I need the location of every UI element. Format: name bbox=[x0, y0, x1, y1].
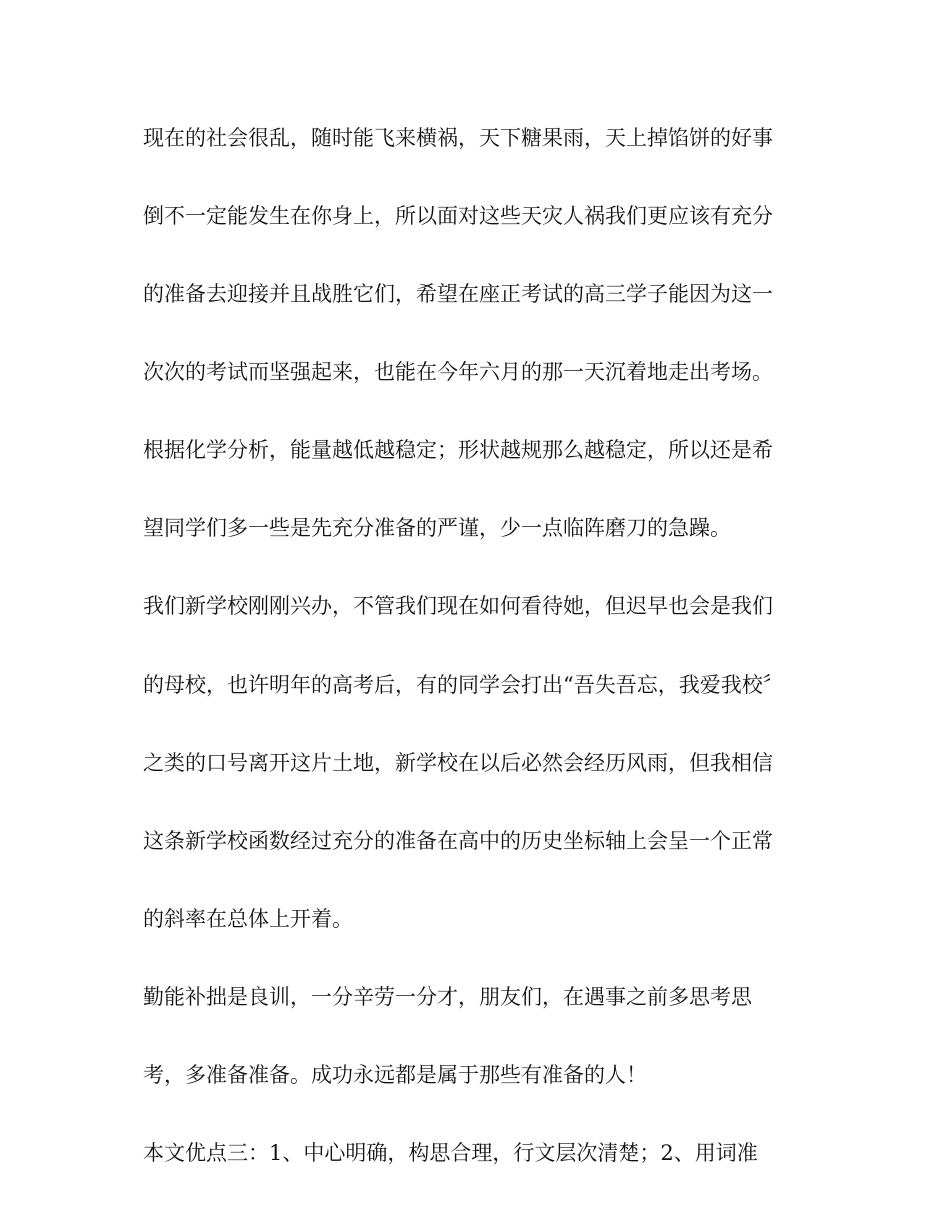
text-line: 根据化学分析，能量越低越稳定；形状越规那么越稳定，所以还是希 bbox=[143, 438, 773, 462]
text-line: 我们新学校刚刚兴办，不管我们现在如何看待她，但迟早也会是我们 bbox=[143, 594, 773, 618]
text-line: 倒不一定能发生在你身上，所以面对这些天灾人祸我们更应该有充分 bbox=[143, 204, 773, 228]
text-line: 本文优点三：1、中心明确，构思合理，行文层次清楚；2、用词准 bbox=[143, 1141, 758, 1165]
text-line: 次次的考试而坚强起来，也能在今年六月的那一天沉着地走出考场。 bbox=[143, 360, 773, 384]
text-line: 之类的口号离开这片土地，新学校在以后必然会经历风雨，但我相信 bbox=[143, 751, 773, 775]
text-line: 的母校，也许明年的高考后，有的同学会打出“吾失吾忘，我爱我校〞 bbox=[143, 673, 784, 697]
text-line: 的准备去迎接并且战胜它们，希望在座正考试的高三学子能因为这一 bbox=[143, 282, 773, 306]
text-line: 勤能补拙是良训，一分辛劳一分才，朋友们，在遇事之前多思考思 bbox=[143, 985, 752, 1009]
text-line: 考，多准备准备。成功永远都是属于那些有准备的人！ bbox=[143, 1063, 647, 1087]
text-line: 现在的社会很乱，随时能飞来横祸，天下糖果雨，天上掉馅饼的好事 bbox=[143, 126, 773, 150]
text-line: 的斜率在总体上开着。 bbox=[143, 907, 353, 931]
text-line: 这条新学校函数经过充分的准备在高中的历史坐标轴上会呈一个正常 bbox=[143, 829, 773, 853]
text-line: 望同学们多一些是先充分准备的严谨，少一点临阵磨刀的急躁。 bbox=[143, 516, 731, 540]
